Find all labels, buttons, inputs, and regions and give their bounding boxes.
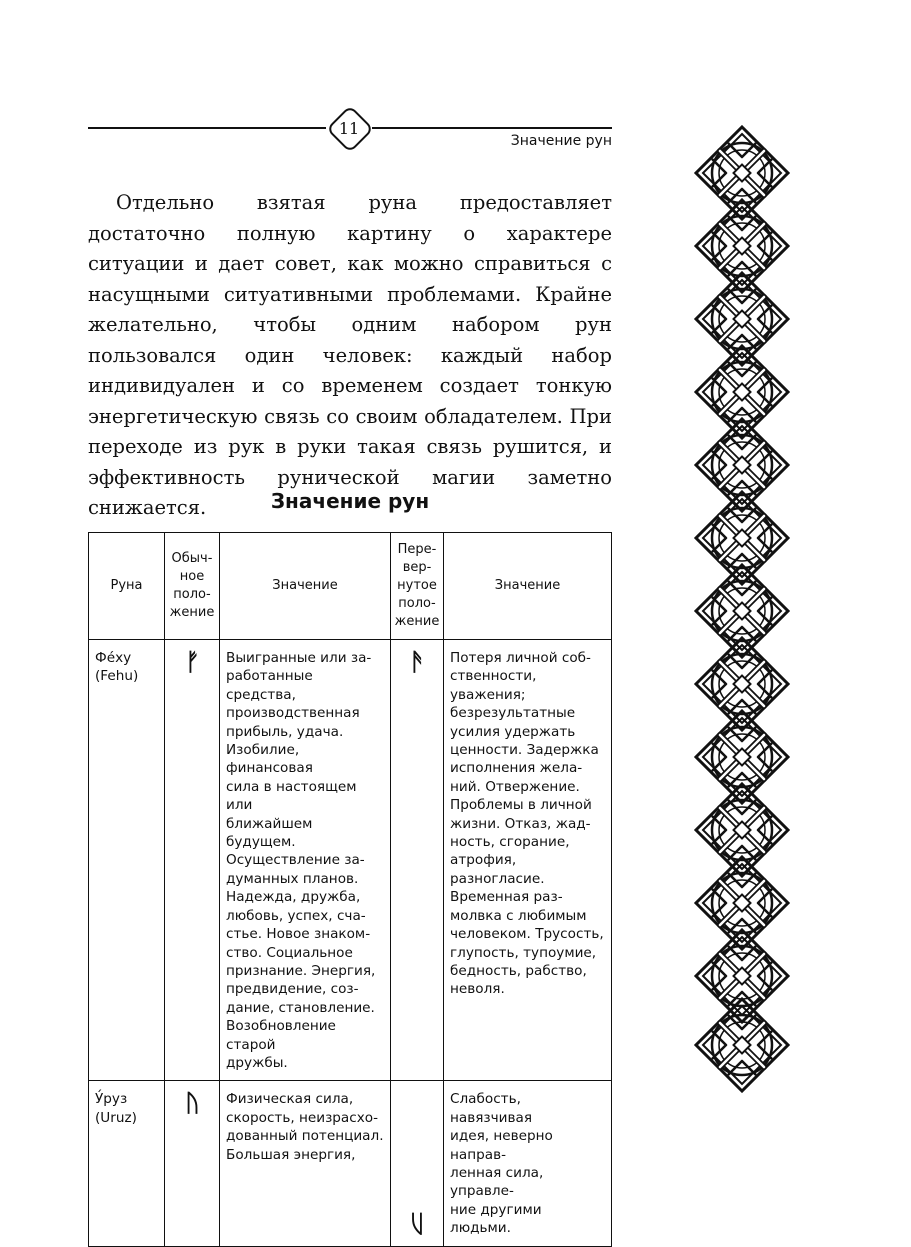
upright-meaning: Выигранные или за- работанные средства, производственная прибыль, удача. Изобилие, финансовая сила в настоящем или ближайшем будущем. Осуществление за- думанных планов. Надежда, дружба, любовь, успех, сча- стье. Новое знаком- ство. Социальное признание. Энергия, предвидение, соз- дание, становление. Возобновление старой дружбы. xyxy=(220,640,391,1081)
upright-rune-glyph: ᚠ xyxy=(165,640,220,1081)
table-header-row xyxy=(89,533,612,640)
header-meaning-reversed: Значение xyxy=(444,533,612,640)
header-rune: Руна xyxy=(89,533,165,640)
rune-name: Фéху (Fehu) xyxy=(89,640,165,1081)
body-paragraph: Отдельно взятая руна предоставляет достаточно полную картину о характере ситуации и дает совет, как можно справиться с насущными ситуативными проблемами. Крайне желательно, чтобы одним набором рун пользовался один человек: каждый набор индивидуален и со временем создает тонкую энергетическую связь со своим обладателем. При переходе из рук в руки такая связь рушится, и эффективность рунической магии заметно снижается. xyxy=(88,191,612,519)
knot-icon xyxy=(696,419,788,511)
knot-icon xyxy=(696,857,788,949)
knot-icon xyxy=(696,638,788,730)
knot-icon xyxy=(696,999,788,1091)
celtic-knot-ornament xyxy=(694,125,790,1093)
upright-rune-glyph: ᚢ xyxy=(165,1081,220,1246)
table-row xyxy=(89,1081,612,1246)
header-reversed: Пере- вер- нутое поло- жение xyxy=(391,533,444,640)
reversed-meaning: Слабость, навязчивая идея, неверно направ- ленная сила, управле- ние другими людьми. xyxy=(444,1081,612,1246)
knot-icon xyxy=(696,346,788,438)
table-title: Значение рун xyxy=(270,489,430,513)
knot-icon xyxy=(696,200,788,292)
page-number: 11 xyxy=(338,118,360,138)
reversed-meaning: Потеря личной соб- ственности, уважения; безрезультатные усилия удержать ценности. Задержка исполнения жела- ний. Отвержение. Проблемы в личной жизни. Отказ, жад- ность, сгорание, атрофия, разногласие. Временная раз- молвка с любимым человеком. Трусость, глупость, тупоумие, бедность, рабство, неволя. xyxy=(444,640,612,1081)
running-head: Значение рун xyxy=(510,133,612,149)
header-meaning-upright: Значение xyxy=(220,533,391,640)
knot-icon xyxy=(696,711,788,803)
reversed-rune-glyph: ᚢ xyxy=(391,1081,444,1246)
header-upright: Обыч- ное поло- жение xyxy=(165,533,220,640)
header-rule-right xyxy=(372,127,612,129)
reversed-rune-glyph: ᚫ xyxy=(391,640,444,1081)
header-rule-left xyxy=(88,127,326,129)
rune-name: У́руз (Uruz) xyxy=(89,1081,165,1246)
knot-icon xyxy=(696,492,788,584)
knot-icon xyxy=(696,930,788,1022)
page-number-badge xyxy=(326,105,372,151)
runes-table xyxy=(88,532,612,1247)
knot-icon xyxy=(696,784,788,876)
table-row xyxy=(89,640,612,1081)
knot-icon xyxy=(696,127,788,219)
knot-icon xyxy=(696,273,788,365)
upright-meaning: Физическая сила, скорость, неизрасхо- дованный потенциал. Большая энергия, xyxy=(220,1081,391,1246)
knot-icon xyxy=(696,565,788,657)
